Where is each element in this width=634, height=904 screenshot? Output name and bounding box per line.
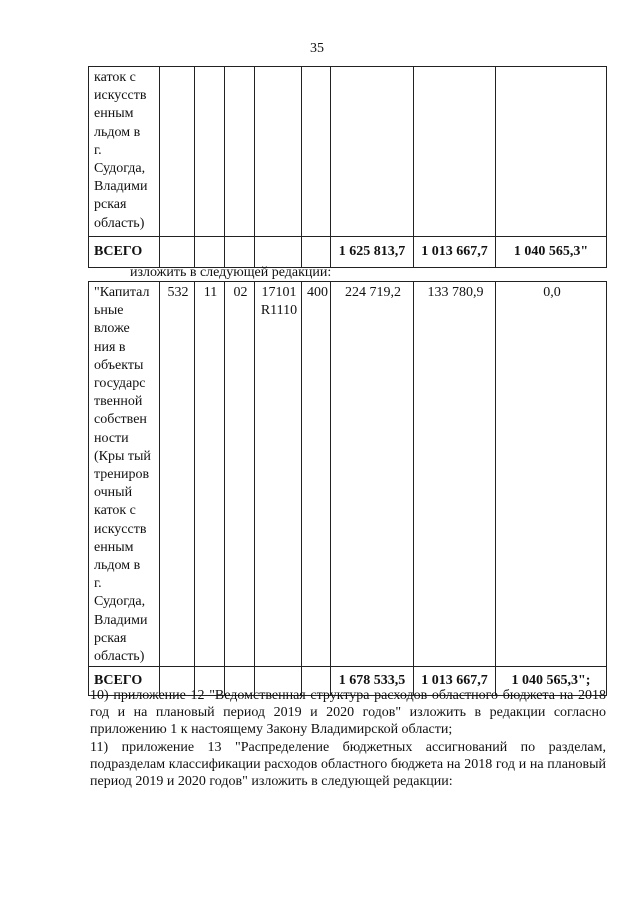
total-2018: 1 625 813,7	[331, 237, 414, 268]
name-line: трениров	[94, 467, 150, 483]
total-2019: 1 013 667,7	[414, 667, 496, 696]
target-article-cell	[255, 67, 302, 237]
name-line: льдом в	[94, 558, 141, 574]
total-label: ВСЕГО	[89, 667, 160, 696]
name-line: Судогда,	[94, 161, 146, 177]
section-cell: 11	[195, 282, 225, 667]
budget-table-previous	[88, 66, 607, 268]
subsection-cell	[225, 67, 255, 237]
total-label: ВСЕГО	[89, 237, 160, 268]
name-line: каток с	[94, 503, 136, 519]
paragraph-item-10: 10) приложение 12 "Ведомственная структура расходов областного бюджета на 2018 год и на плановый период 2019 и 2020 годов" изложить в редакции согласно приложению 1 к настоящему Закону Владимирской области;	[90, 688, 606, 737]
name-line: рская	[94, 197, 127, 213]
name-line: твенной	[94, 394, 143, 410]
expense-type-cell	[302, 67, 331, 237]
name-line: ния в	[94, 339, 126, 355]
expense-type-cell: 400	[302, 282, 331, 667]
name-line: искусств	[94, 521, 147, 537]
amount-2020-cell: 0,0	[496, 282, 607, 667]
name-line: Владими	[94, 179, 148, 195]
empty-cell	[225, 237, 255, 268]
name-line: искусств	[94, 88, 147, 104]
total-2020: 1 040 565,3"	[496, 237, 607, 268]
intro-text: изложить в следующей редакции:	[130, 265, 332, 280]
section-cell	[195, 67, 225, 237]
amount-2020-cell	[496, 67, 607, 237]
name-line: Судогда,	[94, 594, 146, 610]
expense-name-text	[94, 284, 156, 666]
ministry-cell	[160, 67, 195, 237]
subsection-cell: 02	[225, 282, 255, 667]
name-line: вложе	[94, 321, 130, 337]
name-line: собствен	[94, 412, 147, 428]
name-line: область)	[94, 215, 145, 231]
expense-name-cell	[89, 282, 160, 667]
target-article-cell: 17101 R1110	[255, 282, 302, 667]
ministry-cell: 532	[160, 282, 195, 667]
amount-2019-cell	[414, 67, 496, 237]
name-line: объекты	[94, 357, 144, 373]
empty-cell	[195, 237, 225, 268]
name-line: г.	[94, 142, 102, 158]
budget-table-new	[88, 281, 607, 696]
name-line: ьные	[94, 303, 124, 319]
total-row	[89, 237, 607, 268]
expense-name-text	[94, 69, 156, 233]
name-line: (Кры тый	[94, 448, 151, 464]
amount-2018-cell: 224 719,2	[331, 282, 414, 667]
name-line: г.	[94, 576, 102, 592]
name-line: государс	[94, 376, 146, 392]
paragraph-item-11: 11) приложение 13 "Распределение бюджетных ассигнований по разделам, подразделам классификации расходов областного бюджета на 2018 год и на плановый период 2019 и 2020 годов" изложить в следующей редакции:	[90, 740, 606, 789]
name-line: область)	[94, 649, 145, 665]
name-line: енным	[94, 539, 134, 555]
name-line: очный	[94, 485, 133, 501]
table-row	[89, 67, 607, 237]
total-2018: 1 678 533,5	[331, 667, 414, 696]
table-row	[89, 282, 607, 667]
empty-cell	[302, 237, 331, 268]
name-line: рская	[94, 630, 127, 646]
total-2020: 1 040 565,3";	[496, 667, 607, 696]
expense-name-cell	[89, 67, 160, 237]
name-line: енным	[94, 106, 134, 122]
page-number: 35	[310, 41, 324, 56]
name-line: ности	[94, 430, 129, 446]
empty-cell	[255, 237, 302, 268]
name-line: каток с	[94, 70, 136, 85]
amount-2018-cell	[331, 67, 414, 237]
total-2019: 1 013 667,7	[414, 237, 496, 268]
amount-2019-cell: 133 780,9	[414, 282, 496, 667]
name-line: Владими	[94, 612, 148, 628]
name-line: льдом в	[94, 124, 141, 140]
empty-cell	[160, 237, 195, 268]
name-line: "Капитал	[94, 285, 150, 300]
